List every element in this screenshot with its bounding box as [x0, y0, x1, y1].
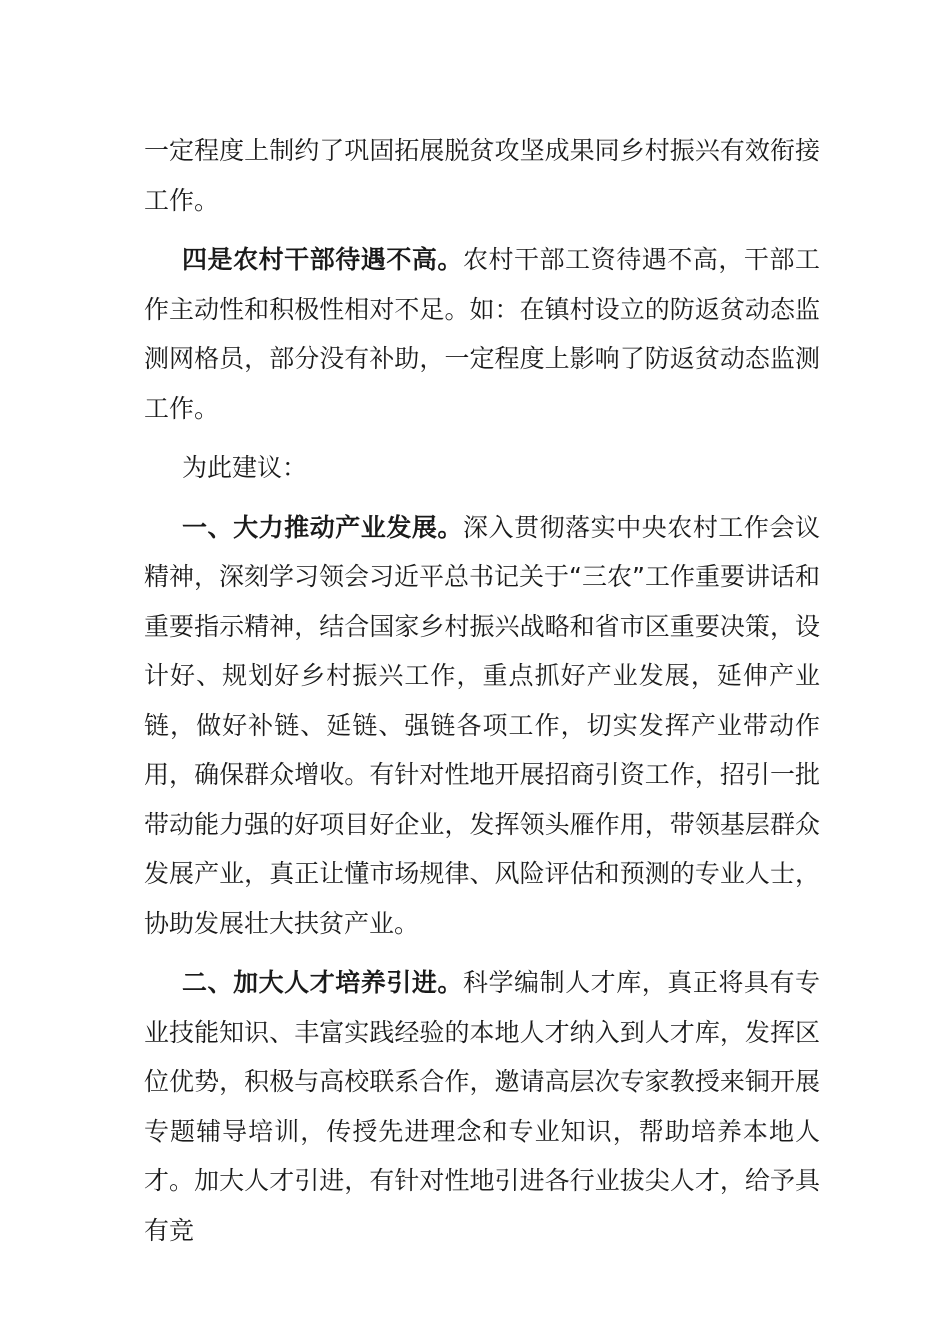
paragraph-heading: 四是农村干部待遇不高。 — [182, 245, 463, 274]
paragraph-continuation — [144, 126, 820, 225]
paragraph-text: 一定程度上制约了巩固拓展脱贫攻坚成果同乡村振兴有效衔接工作。 — [144, 136, 820, 215]
paragraph-heading: 二、加大人才培养引进。 — [182, 968, 463, 997]
paragraph-text: 农村干部工资待遇不高，干部工作主动性和积极性相对不足。如：在镇村设立的防返贫动态监测网格员，部分没有补助，一定程度上影响了防返贫动态监测工作。 — [144, 245, 820, 423]
paragraph-industry-development — [144, 503, 820, 949]
paragraph-talent-training — [144, 958, 820, 1255]
paragraph-text: 科学编制人才库，真正将具有专业技能知识、丰富实践经验的本地人才纳入到人才库，发挥区位优势，积极与高校联系合作，邀请高层次专家教授来铜开展专题辅导培训，传授先进理念和专业知识，帮助培养本地人才。加大人才引进，有针对性地引进各行业拔尖人才，给予具有竞 — [144, 968, 820, 1245]
paragraph-cadre-treatment — [144, 235, 820, 433]
paragraph-heading: 一、大力推动产业发展。 — [182, 512, 463, 542]
paragraph-text: 为此建议： — [182, 453, 308, 482]
paragraph-text: 深入贯彻落实中央农村工作会议精神，深刻学习领会习近平总书记关于“三农”工作重要讲话和重要指示精神，结合国家乡村振兴战略和省市区重要决策，设计好、规划好乡村振兴工作，重点抓好产业发展，延伸产业链，做好补链、延链、强链各项工作，切实发挥产业带动作用，确保群众增收。有针对性地开展招商引资工作，招引一批带动能力强的好项目好企业，发挥领头雁作用，带领基层群众发展产业，真正让懂市场规律、风险评估和预测的专业人士，协助发展壮大扶贫产业。 — [144, 512, 820, 938]
paragraph-suggestion-intro — [144, 443, 820, 493]
document-page — [144, 126, 820, 1265]
